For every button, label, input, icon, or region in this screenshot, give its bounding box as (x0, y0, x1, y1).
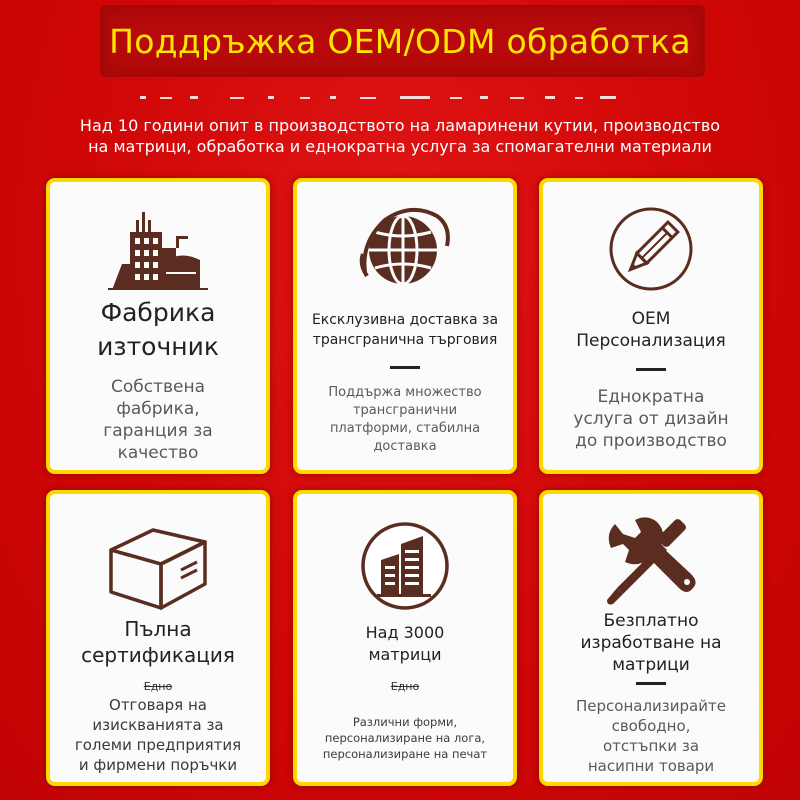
divider (636, 682, 666, 685)
decorative-stripe (0, 78, 800, 108)
strikethrough-text: Едно (143, 680, 173, 693)
tools-icon (601, 514, 701, 610)
card-over-3000-molds (293, 490, 517, 786)
divider (636, 368, 666, 371)
factory-icon (108, 206, 208, 290)
card-description: Еднократна услуга от дизайн до производство (573, 387, 729, 451)
card-description: Различни форми, персонализиране на лога, персонализиране на печат (322, 715, 488, 761)
card-title: Над 3000 матрици (365, 623, 445, 664)
strikethrough-text: Едно (390, 680, 420, 693)
card-full-certification (46, 490, 270, 786)
card-title: Безплатно изработване на матрици (580, 611, 722, 675)
card-title: Фабрика източник (97, 298, 219, 361)
globe-icon (355, 202, 455, 292)
buildings-icon (359, 520, 451, 612)
divider (390, 366, 420, 369)
box-icon (103, 520, 213, 612)
card-description: Отговаря на изискванията за големи предприятия и фирмени поръчки (74, 696, 242, 774)
subtitle (40, 115, 760, 157)
card-cross-border-delivery (293, 178, 517, 474)
subtitle-line-2: на матрици, обработка и еднократна услуга за спомагателни материали (88, 137, 712, 156)
page-title: Поддръжка OEM/ODM обработка (109, 22, 691, 61)
card-free-mold-making (539, 490, 763, 786)
card-description: Поддържа множество трансгранични платформи, стабилна доставка (328, 385, 482, 454)
card-oem-personalization (539, 178, 763, 474)
card-title: Ексклузивна доставка за трансгранична търговия (311, 312, 499, 348)
subtitle-line-1: Над 10 години опит в производството на ламаринени кутии, производство (79, 116, 721, 135)
card-factory-source (46, 178, 270, 474)
card-title: Пълна сертификация (81, 617, 235, 667)
pencil-icon (606, 204, 696, 294)
card-description: Персонализирайте свободно, отстъпки за насипни товари (576, 697, 726, 775)
card-description: Собствена фабрика, гаранция за качество (103, 377, 213, 463)
card-title: OEM Персонализация (576, 309, 726, 351)
